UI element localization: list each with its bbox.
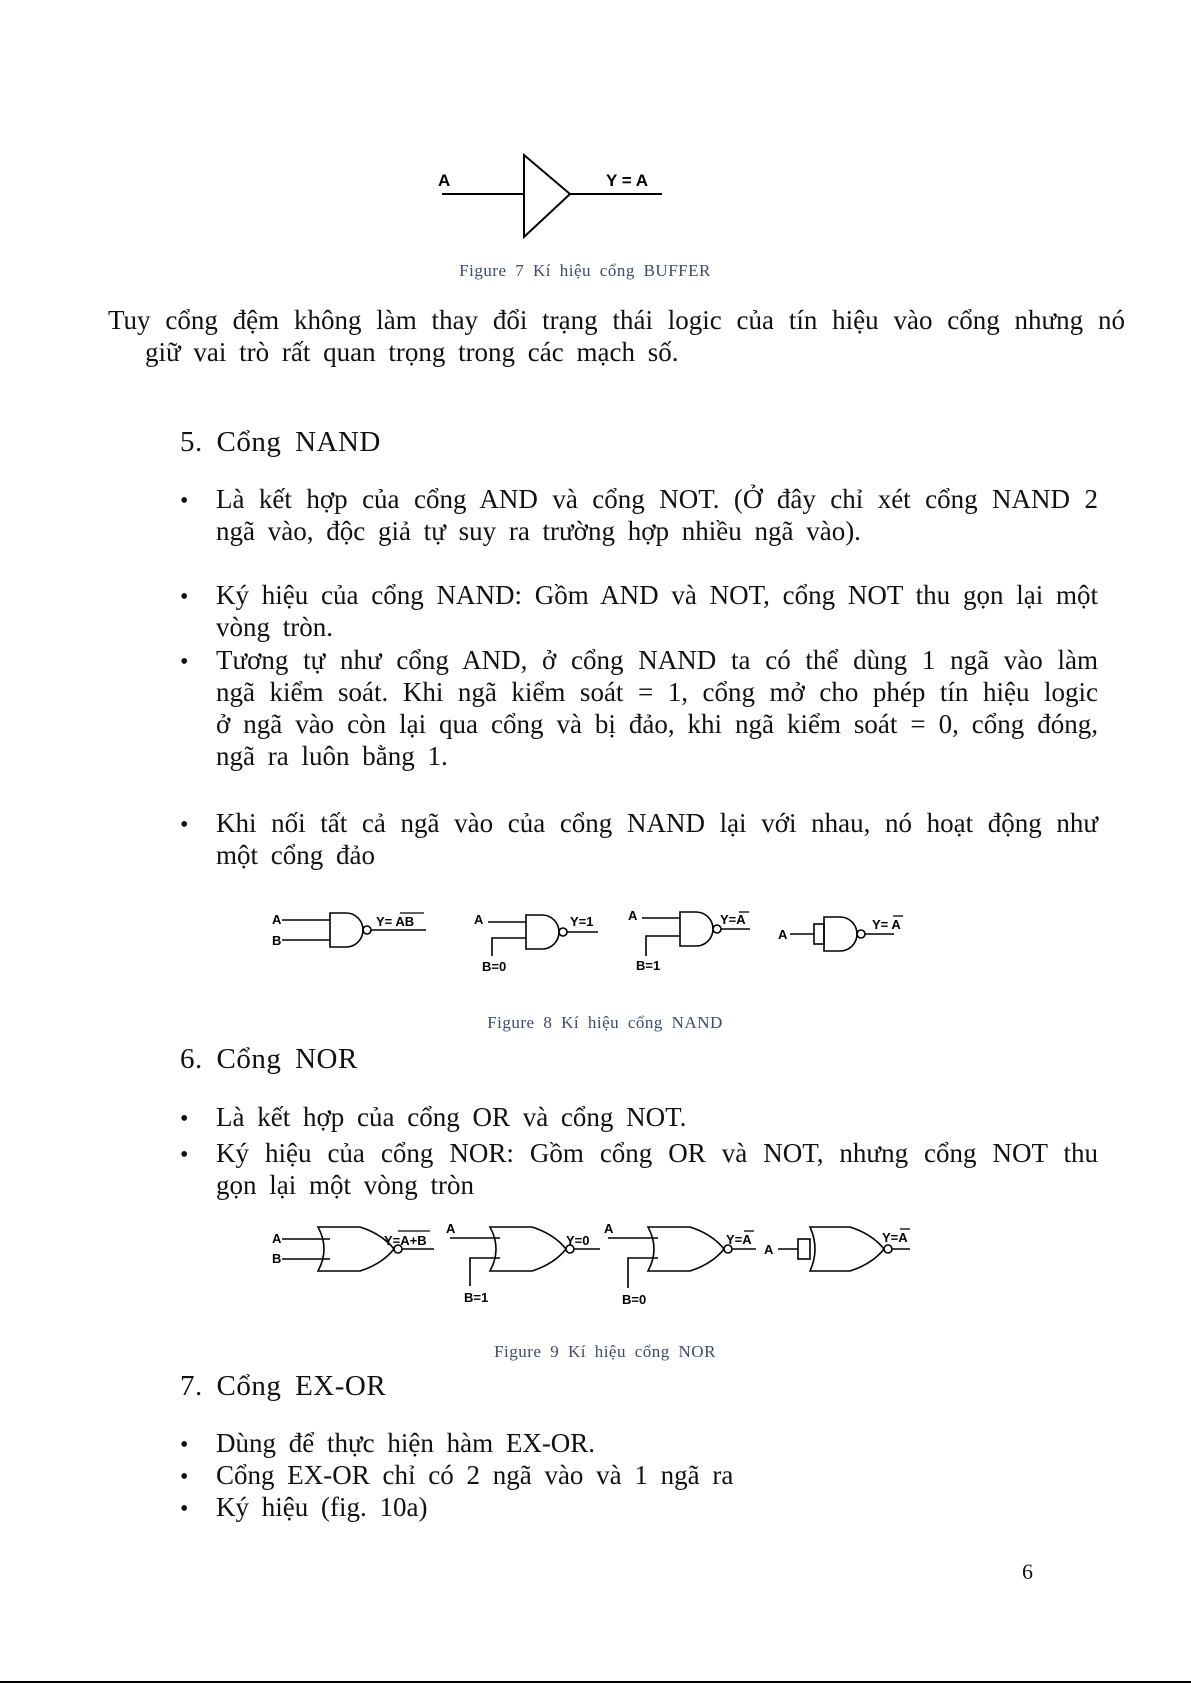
nor1-input-b: B [272, 1251, 282, 1266]
nand-bullet-1: Là kết hợp của cổng AND và cổng NOT. (Ở đây chỉ xét cổng NAND 2 ngã vào, độc giả tự suy ra trường hợp nhiều ngã vào). [216, 484, 1098, 546]
bullet-marker: • [180, 649, 189, 675]
nor1-output: Y=A+B [384, 1233, 427, 1248]
nand1-input-a: A [272, 912, 282, 927]
section-7-heading: 7. Cổng EX-OR [180, 1370, 387, 1402]
nand1-output: Y= AB [376, 914, 415, 929]
nand3-input-b: B=1 [636, 958, 661, 973]
nor1-input-a: A [272, 1231, 282, 1246]
nor-gate-b0 [604, 1222, 756, 1307]
nor-bullet-2: Ký hiệu của cổng NOR: Gồm cổng OR và NOT, nhưng cổng NOT thu gọn lại một vòng tròn [216, 1138, 1098, 1200]
nand-gate-b0 [474, 912, 598, 974]
nand4-input-a: A [778, 927, 788, 942]
nor4-output: Y=A [882, 1230, 908, 1245]
buffer-gate-diagram [430, 150, 670, 242]
nor-gate-ab [272, 1227, 434, 1271]
nand-bullet-3: Tương tự như cổng AND, ở cổng NAND ta có thể dùng 1 ngã vào làm ngã kiểm soát. Khi ngã kiểm soát = 1, cổng mở cho phép tín hiệu logic ở ngã vào còn lại qua cổng và bị đảo, khi ngã kiểm soát = 0, cổng đóng, ngã ra luôn bằng 1. [216, 645, 1098, 771]
bullet-marker: • [180, 1496, 189, 1522]
page-number: 6 [1022, 1559, 1033, 1584]
nand-gate-b1 [628, 908, 750, 973]
nor4-input-a: A [764, 1242, 774, 1257]
nor2-output: Y=0 [566, 1233, 590, 1248]
bottom-rule [0, 1681, 1191, 1683]
bullet-marker: • [180, 1464, 189, 1490]
nand-gate-ab [272, 912, 426, 948]
bullet-marker: • [180, 488, 189, 514]
nor3-output: Y=A [726, 1232, 752, 1247]
bullet-marker: • [180, 1142, 189, 1168]
nor2-input-a: A [446, 1222, 456, 1236]
section-6-heading: 6. Cổng NOR [180, 1043, 358, 1075]
nand-bullet-2: Ký hiệu của cổng NAND: Gồm AND và NOT, cổng NOT thu gọn lại một vòng tròn. [216, 580, 1098, 642]
nand2-input-a: A [474, 912, 484, 927]
figure-7-caption: Figure 7 Kí hiệu cổng BUFFER [459, 261, 711, 280]
nand-gate-inverter [778, 916, 903, 951]
nand3-output: Y=A [720, 912, 746, 927]
nor3-input-a: A [604, 1222, 614, 1236]
exor-bullet-3: Ký hiệu (fig. 10a) [216, 1492, 428, 1522]
exor-bullet-2: Cổng EX-OR chỉ có 2 ngã vào và 1 ngã ra [216, 1460, 734, 1490]
nand3-input-a: A [628, 908, 638, 923]
nor2-input-b: B=1 [464, 1290, 489, 1305]
bullet-marker: • [180, 1432, 189, 1458]
bullet-marker: • [180, 584, 189, 610]
bullet-marker: • [180, 812, 189, 838]
buffer-output-label: Y = A [606, 171, 649, 190]
section-5-heading: 5. Cổng NAND [180, 426, 381, 458]
nor-bullet-1: Là kết hợp của cổng OR và cổng NOT. [216, 1102, 687, 1132]
figure-9-caption: Figure 9 Kí hiệu cổng NOR [494, 1342, 716, 1361]
bullet-marker: • [180, 1106, 189, 1132]
nand2-output: Y=1 [570, 914, 594, 929]
nor-gate-inverter [764, 1227, 910, 1271]
intro-paragraph: Tuy cổng đệm không làm thay đổi trạng thái logic của tín hiệu vào cổng nhưng nó giữ vai trò rất quan trọng trong các mạch số. [108, 305, 1125, 367]
nand1-input-b: B [272, 933, 282, 948]
nand-bullet-4: Khi nối tất cả ngã vào của cổng NAND lại với nhau, nó hoạt động như một cổng đảo [216, 808, 1098, 870]
nand4-output: Y= A [872, 917, 901, 932]
nand-gates-diagram [270, 900, 920, 980]
nor-gate-b1 [446, 1222, 600, 1305]
nor3-input-b: B=0 [622, 1292, 647, 1307]
nor-gates-diagram [270, 1222, 920, 1312]
buffer-input-label: A [438, 171, 451, 190]
figure-8-caption: Figure 8 Kí hiệu cổng NAND [487, 1013, 723, 1032]
nand2-input-b: B=0 [482, 959, 507, 974]
exor-bullet-1: Dùng để thực hiện hàm EX-OR. [216, 1428, 596, 1458]
